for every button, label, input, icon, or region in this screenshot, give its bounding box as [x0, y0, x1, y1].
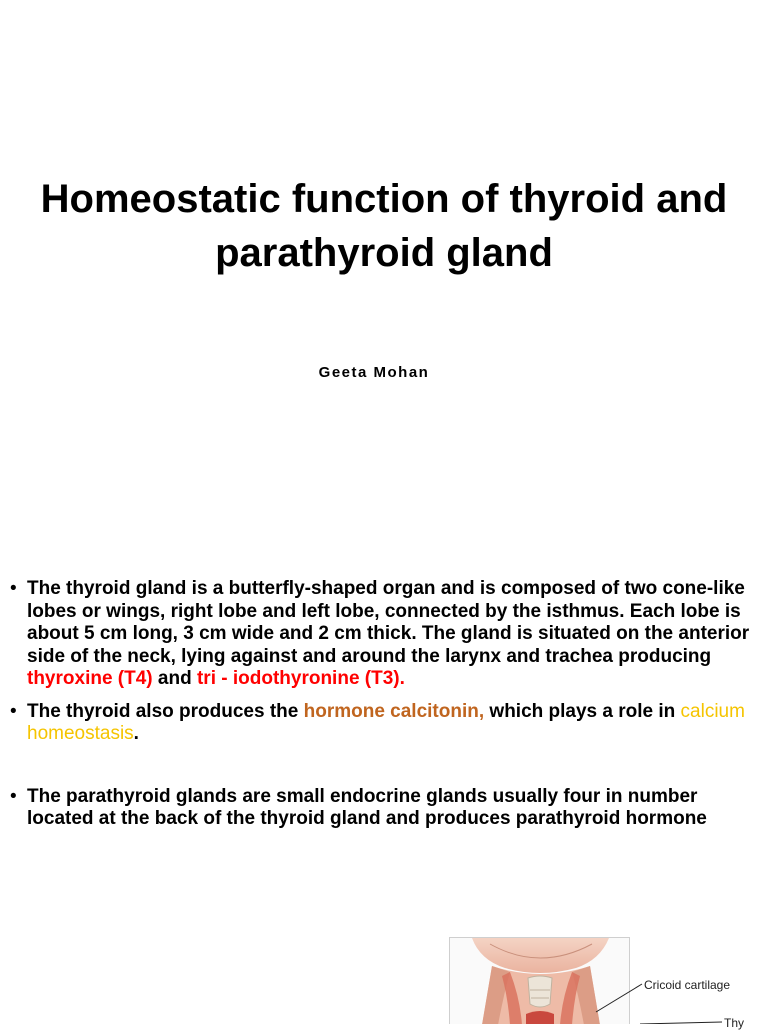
bullet-text: The parathyroid glands are small endocrine glands usually four in number located at the back of the thyroid gland and produces parathyroid hormone: [27, 785, 707, 829]
bullet-text: .: [133, 723, 139, 744]
bullet-marker: •: [10, 578, 17, 599]
highlight-calcium-homeostasis: calcium homeostasis: [27, 700, 745, 744]
slide-author: Geeta Mohan: [318, 364, 430, 381]
neck-anatomy-figure: [449, 937, 630, 1024]
bullet-thyroid-structure: [10, 578, 762, 691]
bullet-text: The thyroid gland is a butterfly-shaped organ and is composed of two cone-like lobes or wings, right lobe and left lobe, connected by the isthmus. Each lobe is about 5 cm long, 3 cm wide and 2 cm thick. The gland is situated on the anterior side of the neck, lying against and around the larynx and trachea producing: [27, 578, 750, 667]
bullet-parathyroid: [10, 786, 762, 831]
bullet-list: [10, 578, 762, 831]
highlight-calcitonin: hormone calcitonin,: [303, 700, 485, 722]
neck-anatomy-illustration: [450, 938, 630, 1024]
thyroid-hint: [526, 1011, 554, 1024]
title-block: [0, 172, 768, 280]
bullet-marker: •: [10, 700, 17, 722]
bullet-marker: •: [10, 785, 17, 807]
highlight-thyroxine: thyroxine (T4): [27, 668, 153, 689]
cartilage-shape: [528, 976, 552, 1007]
bullet-text: which plays a role in: [484, 700, 681, 722]
bullet-text: The thyroid also produces the: [27, 700, 304, 722]
bullet-text: and: [152, 668, 197, 689]
bullet-calcitonin: [10, 701, 762, 746]
label-cricoid-cartilage: Cricoid cartilage: [644, 978, 731, 992]
slide-title: Homeostatic function of thyroid and parathyroid gland: [40, 177, 728, 275]
highlight-t3: tri - iodothyronine (T3).: [196, 668, 405, 689]
label-thyroid-partial: Thy: [724, 1016, 745, 1030]
